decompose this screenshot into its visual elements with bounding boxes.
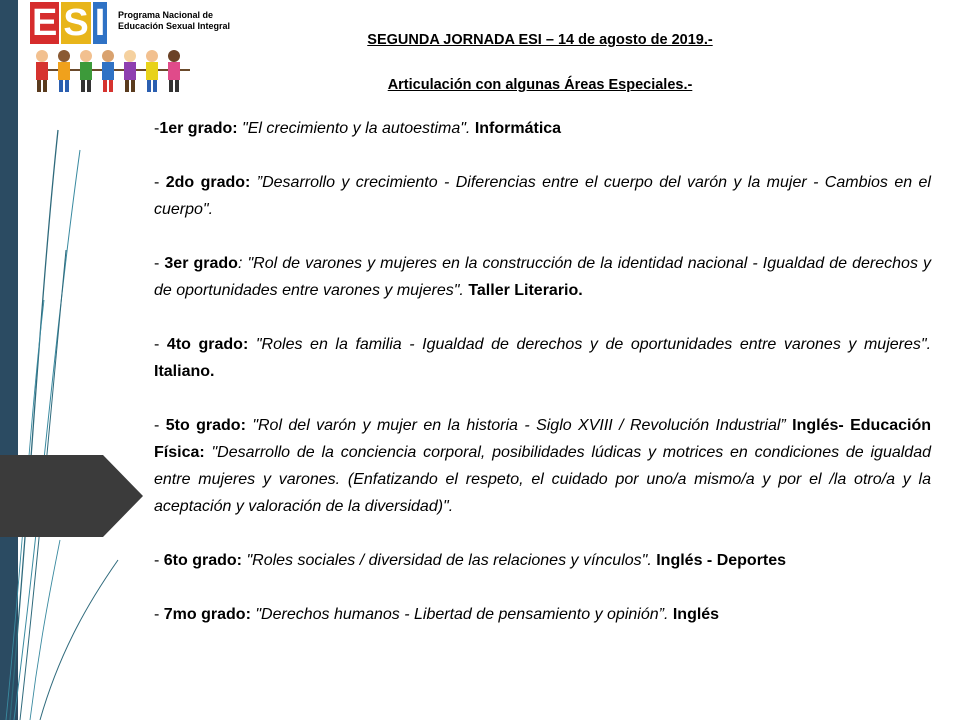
logo-text-line1: Programa Nacional de bbox=[118, 10, 214, 20]
grade-topic: ”Desarrollo y crecimiento - Diferencias entre el cuerpo del varón y la mujer - Cambios en el cuerpo". bbox=[154, 174, 931, 218]
grade-label: 3er grado bbox=[164, 255, 238, 272]
grade-topic: "El crecimiento y la autoestima". bbox=[242, 120, 471, 137]
grade-label: 1er grado: bbox=[159, 120, 238, 137]
grade-area: Inglés bbox=[672, 606, 720, 623]
grade-area: Taller Literario. bbox=[468, 282, 583, 299]
grade-topic: "Roles sociales / diversidad de las relaciones y vínculos". bbox=[246, 552, 652, 569]
logo-program-name bbox=[118, 10, 238, 32]
pointer-arrow-shape bbox=[0, 455, 145, 537]
page-title: SEGUNDA JORNADA ESI – 14 de agosto de 2019.- bbox=[367, 32, 713, 48]
grade-item-4: - 4to grado: "Roles en la familia - Igualdad de derechos y de oportunidades entre varones y mujeres". Italiano. bbox=[154, 336, 932, 380]
grade-item-1: -1er grado: "El crecimiento y la autoestima". Informática bbox=[154, 120, 562, 137]
grade-label: 4to grado: bbox=[166, 336, 249, 353]
grade-extra-topic: "Desarrollo de la conciencia corporal, posibilidades lúdicas y motrices en condiciones de igualdad entre mujeres y varones. (Enfatizando el respeto, el cuidado por uno/a mismo/a y por el /la otro/a y la aceptación y valoración de la diversidad)". bbox=[154, 444, 931, 515]
logo-letter-s: S bbox=[63, 2, 89, 44]
grade-label: 6to grado: bbox=[163, 552, 242, 569]
grade-extra-area: Inglés- Educación Física: bbox=[154, 417, 932, 461]
child-figure-3 bbox=[80, 50, 92, 92]
child-figure-6 bbox=[146, 50, 158, 92]
grade-label: 7mo grado: bbox=[163, 606, 251, 623]
grade-topic: "Roles en la familia - Igualdad de derechos y de oportunidades entre varones y mujeres". bbox=[255, 336, 932, 353]
child-figure-2 bbox=[58, 50, 70, 92]
page-subtitle: Articulación con algunas Áreas Especiales.- bbox=[387, 77, 693, 93]
logo-letters bbox=[30, 2, 107, 44]
child-figure-7 bbox=[168, 50, 180, 92]
grade-topic: "Rol del varón y mujer en la historia - Siglo XVIII / Revolución Industrial” bbox=[252, 417, 786, 434]
grades-list bbox=[154, 115, 931, 628]
grade-area: Inglés - Deportes bbox=[656, 552, 787, 569]
child-figure-1 bbox=[36, 50, 48, 92]
children-holding-hands-illustration bbox=[30, 48, 200, 98]
grade-label: 5to grado: bbox=[165, 417, 246, 434]
decorative-lines bbox=[0, 0, 140, 720]
grade-item-6: - 6to grado: "Roles sociales / diversidad de las relaciones y vínculos". Inglés - Deportes bbox=[154, 552, 787, 569]
child-figure-5 bbox=[124, 50, 136, 92]
child-figure-4 bbox=[102, 50, 114, 92]
grade-item-3: - 3er grado: "Rol de varones y mujeres en la construcción de la identidad nacional - Igualdad de derechos y de oportunidades entre varones y mujeres". Taller Literario. bbox=[154, 255, 932, 299]
logo-text-line2: Educación Sexual Integral bbox=[118, 21, 231, 31]
grade-topic: "Derechos humanos - Libertad de pensamiento y opinión”. bbox=[255, 606, 669, 623]
logo-letter-i: I bbox=[94, 2, 106, 44]
grade-item-7: - 7mo grado: "Derechos humanos - Libertad de pensamiento y opinión”. Inglés bbox=[154, 606, 720, 623]
grade-area: Italiano. bbox=[154, 363, 215, 380]
grade-item-5: - 5to grado: "Rol del varón y mujer en la historia - Siglo XVIII / Revolución Industrial” Inglés- Educación Física: "Desarrollo de la conciencia corporal, posibilidades lúdicas y motrices en condiciones de igualdad entre mujeres y varones. (Enfatizando el respeto, el cuidado por uno/a mismo/a y por el /la otro/a y la aceptación y valoración de la diversidad)". bbox=[154, 417, 932, 515]
logo-letter-e: E bbox=[32, 2, 58, 44]
grade-area: Informática bbox=[474, 120, 562, 137]
grade-topic: : "Rol de varones y mujeres en la construcción de la identidad nacional - Igualdad de derechos y de oportunidades entre varones y mujeres". bbox=[154, 255, 932, 299]
grade-item-2: - 2do grado: ”Desarrollo y crecimiento - Diferencias entre el cuerpo del varón y la mujer - Cambios en el cuerpo". bbox=[154, 174, 931, 218]
grade-label: 2do grado: bbox=[165, 174, 251, 191]
